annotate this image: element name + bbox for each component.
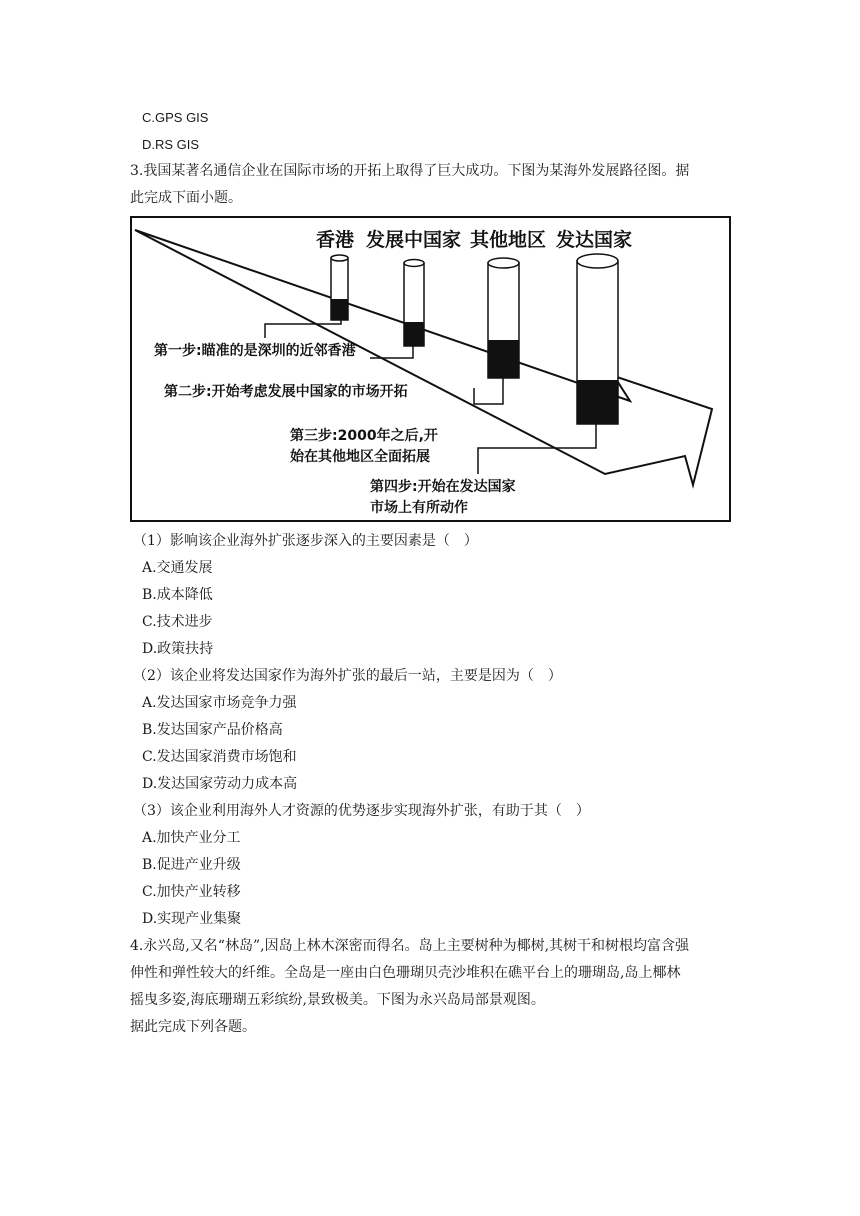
header-developed: 发达国家 <box>556 229 633 251</box>
q3-sub1-option-b: B.成本降低 <box>142 587 213 603</box>
header-other: 其他地区 <box>470 229 547 251</box>
header-developing: 发展中国家 <box>366 229 462 251</box>
option-d: D.RS GIS <box>142 137 200 152</box>
step3-label-line1: 第三步:2000年之后,开 <box>290 428 438 444</box>
cylinder-developed <box>577 254 618 424</box>
q3-sub1-option-d: D.政策扶持 <box>142 641 214 657</box>
q3-sub3-stem: （3）该企业利用海外人才资源的优势逐步实现海外扩张，有助于其（ ） <box>133 803 590 819</box>
q3-sub2-option-a: A.发达国家市场竞争力强 <box>142 695 297 711</box>
step2-label: 第二步:开始考虑发展中国家的市场开拓 <box>164 384 408 400</box>
q3-sub1-option-a: A.交通发展 <box>142 560 213 576</box>
q3-sub2-option-d: D.发达国家劳动力成本高 <box>142 776 298 792</box>
q3-sub1-option-c: C.技术进步 <box>142 614 213 630</box>
q3-intro-line1: 3.我国某著名通信企业在国际市场的开拓上取得了巨大成功。下图为某海外发展路径图。据 <box>130 163 690 179</box>
header-hongkong: 香港 <box>316 229 355 251</box>
q3-sub3-option-c: C.加快产业转移 <box>142 884 241 900</box>
cylinder-other-regions <box>488 258 519 378</box>
q3-sub3-option-a: A.加快产业分工 <box>142 830 241 846</box>
q3-sub2-option-b: B.发达国家产品价格高 <box>142 722 283 738</box>
option-c: C.GPS GIS <box>142 110 209 125</box>
q4-line1: 4.永兴岛,又名“林岛”,因岛上林木深密而得名。岛上主要树种为椰树,其树干和树根均富含强 <box>130 938 690 954</box>
q4-line2: 伸性和弹性较大的纤维。全岛是一座由白色珊瑚贝壳沙堆积在礁平台上的珊瑚岛,岛上椰林 <box>130 965 681 981</box>
cylinder-hongkong <box>331 255 348 320</box>
expansion-path-figure <box>130 216 731 522</box>
q3-sub2-stem: （2）该企业将发达国家作为海外扩张的最后一站，主要是因为（ ） <box>133 668 562 684</box>
q4-line4: 据此完成下列各题。 <box>130 1019 256 1035</box>
q3-sub3-option-b: B.促进产业升级 <box>142 857 241 873</box>
step3-label-line2: 始在其他地区全面拓展 <box>290 449 430 465</box>
cylinder-developing <box>404 260 424 347</box>
step1-label: 第一步:瞄准的是深圳的近邻香港 <box>154 343 356 359</box>
step4-label-line1: 第四步:开始在发达国家 <box>370 479 516 495</box>
q3-sub3-option-d: D.实现产业集聚 <box>142 911 242 927</box>
q3-sub1-stem: （1）影响该企业海外扩张逐步深入的主要因素是（ ） <box>133 533 478 549</box>
q3-intro-line2: 此完成下面小题。 <box>130 190 242 206</box>
step4-label-line2: 市场上有所动作 <box>370 500 468 516</box>
q3-sub2-option-c: C.发达国家消费市场饱和 <box>142 749 297 765</box>
q4-line3: 摇曳多姿,海底珊瑚五彩缤纷,景致极美。下图为永兴岛局部景观图。 <box>130 992 545 1008</box>
